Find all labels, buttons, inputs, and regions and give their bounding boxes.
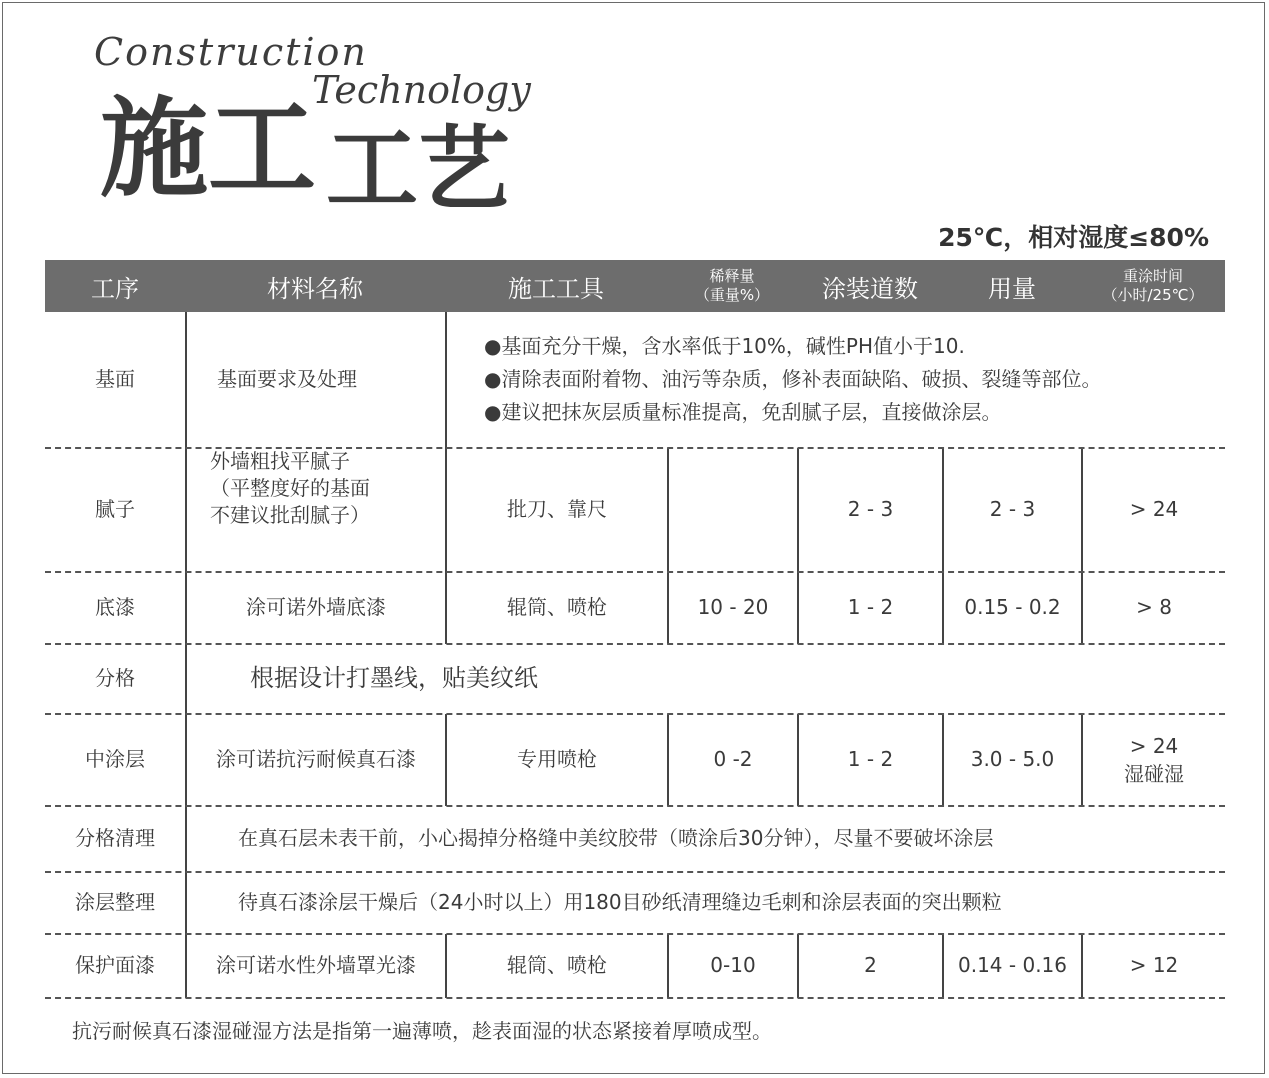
row-topcoat-coats: 2 [864,953,877,977]
base-bullet-3: ●建议把抹灰层质量标准提高，免刮腻子层，直接做涂层。 [484,400,1002,424]
row-coat-finish-note: 待真石漆涂层干燥后（24小时以上）用180目砂纸清理缝边毛刺和涂层表面的突出颗粒 [238,890,1002,914]
row-primer-coats: 1 - 2 [847,595,894,619]
row-base-material: 基面要求及处理 [217,367,357,391]
row-topcoat-tool: 辊筒、喷枪 [507,953,607,977]
col-header-recoat-label: 重涂时间 [1122,267,1183,285]
row-primer-recoat: > 8 [1136,595,1172,619]
row-middle-recoat [1083,714,1225,805]
row-divider [45,997,1225,999]
col-header-tool [445,260,667,312]
middle-recoat-method: 湿碰湿 [1124,761,1184,786]
row-topcoat-material: 涂可诺水性外墙罩光漆 [216,953,416,977]
putty-material-line-1: 外墙粗找平腻子 [210,449,350,473]
middle-recoat-time: > 24 [1129,733,1179,758]
row-base-requirements [484,330,1101,429]
col-header-dilution-label: 稀释量 [709,267,755,285]
footnote: 抗污耐候真石漆湿碰湿方法是指第一遍薄喷，趁表面湿的状态紧接着厚喷成型。 [72,1019,772,1043]
putty-material-line-3: 不建议批刮腻子） [210,503,370,527]
row-topcoat-usage: 0.14 - 0.16 [958,953,1067,977]
row-putty-usage: 2 - 3 [989,497,1036,521]
row-grid-step: 分格 [95,666,135,690]
col-header-recoat [1081,260,1225,312]
col-header-usage [943,260,1081,312]
row-middle-coats: 1 - 2 [847,747,894,771]
row-base-step: 基面 [95,367,135,391]
row-topcoat-dilution: 0-10 [710,953,756,977]
row-grid-clean-note: 在真石层未表干前，小心揭掉分格缝中美纹胶带（喷涂后30分钟），尽量不要破坏涂层 [238,826,994,850]
row-primer-tool: 辊筒、喷枪 [507,595,607,619]
title-zh-gongyi: 工艺 [326,116,511,223]
row-putty-material [210,448,440,571]
row-middle-usage: 3.0 - 5.0 [970,747,1055,771]
base-bullet-2: ●清除表面附着物、油污等杂质，修补表面缺陷、破损、裂缝等部位。 [484,367,1102,391]
row-putty-dilution [669,448,797,571]
base-bullet-1: ●基面充分干燥，含水率低于10%，碱性PH值小于10. [484,334,965,358]
row-middle-tool: 专用喷枪 [517,747,597,771]
row-primer-material: 涂可诺外墙底漆 [246,595,386,619]
row-topcoat-recoat: > 12 [1129,953,1179,977]
title-zh-shigong: 施工 [100,87,317,212]
row-putty-step: 腻子 [95,497,135,521]
row-grid-clean-step: 分格清理 [75,826,155,850]
col-header-tool-label: 施工工具 [508,274,604,303]
row-topcoat-step: 保护面漆 [75,953,155,977]
col-header-usage-label: 用量 [988,274,1036,303]
col-header-coats-label: 涂装道数 [822,274,918,303]
row-middle-step: 中涂层 [85,747,145,771]
title-en-technology: Technology [312,68,531,112]
row-coat-finish-step: 涂层整理 [75,890,155,914]
row-putty-tool: 批刀、靠尺 [507,497,607,521]
col-header-material [185,260,445,312]
col-header-coats [797,260,943,312]
title-en-construction: Construction [94,30,368,74]
row-putty-coats: 2 - 3 [847,497,894,521]
col-divider-material-base [445,312,447,448]
row-putty-recoat: > 24 [1129,497,1179,521]
col-header-material-label: 材料名称 [267,274,363,303]
condition-text: 25℃，相对湿度≤80% [938,223,1209,252]
col-header-step-label: 工序 [91,274,139,303]
col-header-dilution-sub: （重量%） [694,286,770,304]
row-primer-step: 底漆 [95,595,135,619]
table-header [45,260,1225,312]
row-primer-usage: 0.15 - 0.2 [964,595,1061,619]
row-middle-material: 涂可诺抗污耐候真石漆 [216,747,416,771]
row-primer-dilution: 10 - 20 [697,595,769,619]
row-grid-note: 根据设计打墨线，贴美纹纸 [250,664,538,692]
col-header-dilution [667,260,797,312]
putty-material-line-2: （平整度好的基面 [210,476,370,500]
col-header-step [45,260,185,312]
col-header-recoat-sub: （小时/25℃） [1102,286,1204,304]
row-middle-dilution: 0 -2 [713,747,753,771]
